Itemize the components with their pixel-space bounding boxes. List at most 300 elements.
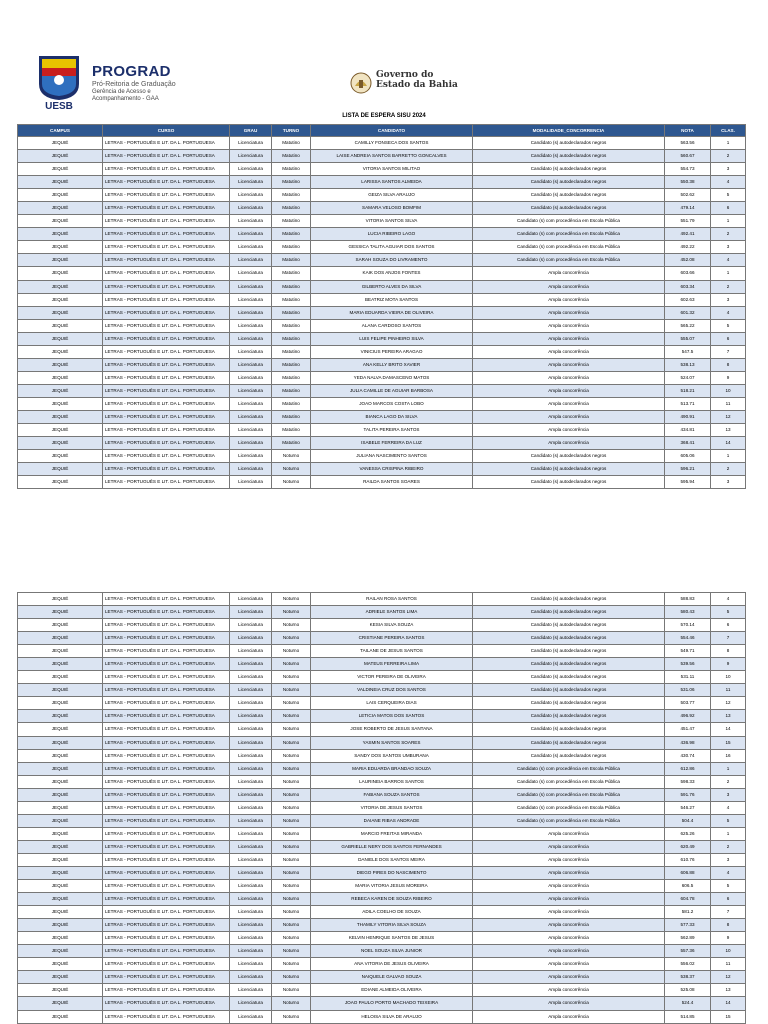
candidato-cell: ANA KELLY BRITO XAVIER — [311, 358, 473, 371]
nota-cell: 612.86 — [665, 762, 711, 775]
campus-cell: JEQUIÉ — [18, 593, 103, 606]
modalidade-cell: Candidato (s) autodeclarados negros — [473, 632, 665, 645]
turno-cell: Noturno — [272, 788, 311, 801]
candidato-cell: LUIS FELIPE PINHEIRO SILVA — [311, 332, 473, 345]
turno-cell: Matutino — [272, 437, 311, 450]
campus-cell: JEQUIÉ — [18, 736, 103, 749]
modalidade-cell: Ampla concorrência — [473, 984, 665, 997]
clas-cell: 2 — [711, 150, 746, 163]
clas-cell: 2 — [711, 228, 746, 241]
grau-cell: Licenciatura — [230, 293, 272, 306]
curso-cell: LETRAS - PORTUGUÊS E LIT. DA L. PORTUGUESA — [103, 788, 230, 801]
clas-cell: 6 — [711, 893, 746, 906]
table-row — [18, 684, 746, 697]
campus-cell: JEQUIÉ — [18, 410, 103, 423]
clas-cell: 3 — [711, 163, 746, 176]
campus-cell: JEQUIÉ — [18, 371, 103, 384]
grau-cell: Licenciatura — [230, 397, 272, 410]
curso-cell: LETRAS - PORTUGUÊS E LIT. DA L. PORTUGUESA — [103, 893, 230, 906]
campus-cell: JEQUIÉ — [18, 658, 103, 671]
turno-cell: Noturno — [272, 775, 311, 788]
table-row — [18, 723, 746, 736]
grau-cell: Licenciatura — [230, 228, 272, 241]
nota-cell: 556.02 — [665, 958, 711, 971]
clas-cell: 1 — [711, 137, 746, 150]
turno-cell: Noturno — [272, 697, 311, 710]
campus-cell: JEQUIÉ — [18, 906, 103, 919]
nota-cell: 492.22 — [665, 241, 711, 254]
nota-cell: 554.73 — [665, 163, 711, 176]
curso-cell: LETRAS - PORTUGUÊS E LIT. DA L. PORTUGUESA — [103, 137, 230, 150]
nota-cell: 549.71 — [665, 645, 711, 658]
clas-cell: 7 — [711, 632, 746, 645]
table-row — [18, 606, 746, 619]
nota-cell: 610.76 — [665, 853, 711, 866]
modalidade-cell: Candidato (s) autodeclarados negros — [473, 463, 665, 476]
modalidade-cell: Candidato (s) autodeclarados negros — [473, 645, 665, 658]
clas-cell: 2 — [711, 463, 746, 476]
curso-cell: LETRAS - PORTUGUÊS E LIT. DA L. PORTUGUESA — [103, 866, 230, 879]
curso-cell: LETRAS - PORTUGUÊS E LIT. DA L. PORTUGUESA — [103, 919, 230, 932]
candidato-cell: KAIK DOS ANJOS FONTES — [311, 267, 473, 280]
clas-cell: 11 — [711, 958, 746, 971]
turno-cell: Noturno — [272, 958, 311, 971]
col-header-modalidade: MODALIDADE_CONCORRENCIA — [473, 125, 665, 137]
candidato-cell: BIANCA LAGO DA SILVA — [311, 410, 473, 423]
clas-cell: 3 — [711, 788, 746, 801]
nota-cell: 595.94 — [665, 476, 711, 489]
col-header-turno: TURNO — [272, 125, 311, 137]
turno-cell: Noturno — [272, 476, 311, 489]
table-row — [18, 384, 746, 397]
clas-cell: 14 — [711, 997, 746, 1010]
grau-cell: Licenciatura — [230, 906, 272, 919]
table-row — [18, 332, 746, 345]
clas-cell: 10 — [711, 945, 746, 958]
curso-cell: LETRAS - PORTUGUÊS E LIT. DA L. PORTUGUESA — [103, 176, 230, 189]
grau-cell: Licenciatura — [230, 840, 272, 853]
grau-cell: Licenciatura — [230, 671, 272, 684]
campus-cell: JEQUIÉ — [18, 853, 103, 866]
candidato-cell: GILBERTO ALVES DA SILVA — [311, 280, 473, 293]
modalidade-cell: Ampla concorrência — [473, 332, 665, 345]
table-row — [18, 424, 746, 437]
curso-cell: LETRAS - PORTUGUÊS E LIT. DA L. PORTUGUESA — [103, 202, 230, 215]
table-row — [18, 215, 746, 228]
turno-cell: Noturno — [272, 645, 311, 658]
nota-cell: 546.27 — [665, 801, 711, 814]
grau-cell: Licenciatura — [230, 762, 272, 775]
curso-cell: LETRAS - PORTUGUÊS E LIT. DA L. PORTUGUESA — [103, 371, 230, 384]
nota-cell: 490.91 — [665, 410, 711, 423]
curso-cell: LETRAS - PORTUGUÊS E LIT. DA L. PORTUGUESA — [103, 476, 230, 489]
candidato-cell: DIEGO PIRES DO NASCIMENTO — [311, 866, 473, 879]
turno-cell: Matutino — [272, 397, 311, 410]
turno-cell: Matutino — [272, 215, 311, 228]
campus-cell: JEQUIÉ — [18, 280, 103, 293]
modalidade-cell: Ampla concorrência — [473, 866, 665, 879]
nota-cell: 560.67 — [665, 150, 711, 163]
turno-cell: Noturno — [272, 827, 311, 840]
col-header-candidato: CANDIDATO — [311, 125, 473, 137]
campus-cell: JEQUIÉ — [18, 801, 103, 814]
table-row — [18, 958, 746, 971]
table-header-row — [18, 125, 746, 137]
table-row — [18, 762, 746, 775]
modalidade-cell: Candidato (s) autodeclarados negros — [473, 749, 665, 762]
nota-cell: 603.66 — [665, 267, 711, 280]
candidato-cell: SARAH SOUZA DO LIVRAMENTO — [311, 254, 473, 267]
campus-cell: JEQUIÉ — [18, 997, 103, 1010]
clas-cell: 2 — [711, 280, 746, 293]
modalidade-cell: Ampla concorrência — [473, 893, 665, 906]
clas-cell: 1 — [711, 827, 746, 840]
campus-cell: JEQUIÉ — [18, 228, 103, 241]
curso-cell: LETRAS - PORTUGUÊS E LIT. DA L. PORTUGUESA — [103, 736, 230, 749]
nota-cell: 557.36 — [665, 945, 711, 958]
table-row — [18, 658, 746, 671]
nota-cell: 551.79 — [665, 215, 711, 228]
grau-cell: Licenciatura — [230, 267, 272, 280]
nota-cell: 538.13 — [665, 358, 711, 371]
clas-cell: 3 — [711, 241, 746, 254]
nota-cell: 550.38 — [665, 176, 711, 189]
turno-cell: Noturno — [272, 723, 311, 736]
turno-cell: Noturno — [272, 945, 311, 958]
grau-cell: Licenciatura — [230, 971, 272, 984]
nota-cell: 451.47 — [665, 723, 711, 736]
nota-cell: 605.06 — [665, 450, 711, 463]
grau-cell: Licenciatura — [230, 410, 272, 423]
modalidade-cell: Candidato (s) com procedência em Escola Pública — [473, 215, 665, 228]
campus-cell: JEQUIÉ — [18, 254, 103, 267]
nota-cell: 434.81 — [665, 424, 711, 437]
turno-cell: Noturno — [272, 997, 311, 1010]
waitlist-table-1 — [17, 124, 746, 489]
modalidade-cell: Candidato (s) autodeclarados negros — [473, 671, 665, 684]
campus-cell: JEQUIÉ — [18, 684, 103, 697]
curso-cell: LETRAS - PORTUGUÊS E LIT. DA L. PORTUGUESA — [103, 906, 230, 919]
candidato-cell: JULIA CAMILLE DE AGUIAR BARBOSA — [311, 384, 473, 397]
nota-cell: 518.21 — [665, 384, 711, 397]
campus-cell: JEQUIÉ — [18, 1010, 103, 1023]
nota-cell: 603.34 — [665, 280, 711, 293]
candidato-cell: ADILA COELHO DE SOUZA — [311, 906, 473, 919]
grau-cell: Licenciatura — [230, 306, 272, 319]
candidato-cell: JOSE ROBERTO DE JESUS SANTANA — [311, 723, 473, 736]
grau-cell: Licenciatura — [230, 332, 272, 345]
modalidade-cell: Ampla concorrência — [473, 880, 665, 893]
candidato-cell: JOAO PAULO PORTO MACHADO TEIXEIRA — [311, 997, 473, 1010]
candidato-cell: GABRIELLE NERY DOS SANTOS FERNANDES — [311, 840, 473, 853]
turno-cell: Matutino — [272, 371, 311, 384]
campus-cell: JEQUIÉ — [18, 762, 103, 775]
candidato-cell: ADRIELE SANTOS LIMA — [311, 606, 473, 619]
page-title: LISTA DE ESPERA SISU 2024 — [342, 113, 426, 119]
nota-cell: 604.78 — [665, 893, 711, 906]
table-row — [18, 919, 746, 932]
campus-cell: JEQUIÉ — [18, 267, 103, 280]
candidato-cell: FABIANA SOUZA SANTOS — [311, 788, 473, 801]
candidato-cell: DANIELE DOS SANTOS MEIRA — [311, 853, 473, 866]
turno-cell: Noturno — [272, 814, 311, 827]
curso-cell: LETRAS - PORTUGUÊS E LIT. DA L. PORTUGUESA — [103, 997, 230, 1010]
modalidade-cell: Ampla concorrência — [473, 371, 665, 384]
table-row — [18, 345, 746, 358]
candidato-cell: ISABELE FERREIRA DA LUZ — [311, 437, 473, 450]
turno-cell: Noturno — [272, 932, 311, 945]
turno-cell: Noturno — [272, 684, 311, 697]
nota-cell: 524.07 — [665, 371, 711, 384]
uesb-logo-icon — [30, 54, 88, 110]
campus-cell: JEQUIÉ — [18, 463, 103, 476]
grau-cell: Licenciatura — [230, 697, 272, 710]
candidato-cell: HELOISA SILVA DE ARAUJO — [311, 1010, 473, 1023]
turno-cell: Noturno — [272, 463, 311, 476]
table-row — [18, 254, 746, 267]
campus-cell: JEQUIÉ — [18, 450, 103, 463]
grau-cell: Licenciatura — [230, 749, 272, 762]
prograd-name: PROGRAD — [92, 63, 171, 80]
table-row — [18, 736, 746, 749]
candidato-cell: VITORIA SANTOS MILITAO — [311, 163, 473, 176]
clas-cell: 5 — [711, 189, 746, 202]
candidato-cell: LUCIA RIBEIRO LAGO — [311, 228, 473, 241]
turno-cell: Matutino — [272, 254, 311, 267]
campus-cell: JEQUIÉ — [18, 424, 103, 437]
nota-cell: 562.89 — [665, 932, 711, 945]
modalidade-cell: Candidato (s) autodeclarados negros — [473, 606, 665, 619]
nota-cell: 436.98 — [665, 736, 711, 749]
modalidade-cell: Candidato (s) autodeclarados negros — [473, 189, 665, 202]
grau-cell: Licenciatura — [230, 684, 272, 697]
clas-cell: 15 — [711, 1010, 746, 1023]
grau-cell: Licenciatura — [230, 710, 272, 723]
modalidade-cell: Ampla concorrência — [473, 424, 665, 437]
turno-cell: Noturno — [272, 893, 311, 906]
campus-cell: JEQUIÉ — [18, 241, 103, 254]
clas-cell: 14 — [711, 723, 746, 736]
curso-cell: LETRAS - PORTUGUÊS E LIT. DA L. PORTUGUESA — [103, 319, 230, 332]
curso-cell: LETRAS - PORTUGUÊS E LIT. DA L. PORTUGUESA — [103, 189, 230, 202]
modalidade-cell: Candidato (s) com procedência em Escola Pública — [473, 228, 665, 241]
turno-cell: Matutino — [272, 176, 311, 189]
curso-cell: LETRAS - PORTUGUÊS E LIT. DA L. PORTUGUESA — [103, 749, 230, 762]
clas-cell: 1 — [711, 450, 746, 463]
nota-cell: 524.4 — [665, 997, 711, 1010]
campus-cell: JEQUIÉ — [18, 710, 103, 723]
curso-cell: LETRAS - PORTUGUÊS E LIT. DA L. PORTUGUESA — [103, 358, 230, 371]
curso-cell: LETRAS - PORTUGUÊS E LIT. DA L. PORTUGUESA — [103, 697, 230, 710]
turno-cell: Matutino — [272, 202, 311, 215]
modalidade-cell: Ampla concorrência — [473, 997, 665, 1010]
candidato-cell: LETICIA MATOS DOS SANTOS — [311, 710, 473, 723]
turno-cell: Matutino — [272, 332, 311, 345]
turno-cell: Matutino — [272, 424, 311, 437]
clas-cell: 4 — [711, 306, 746, 319]
nota-cell: 525.08 — [665, 984, 711, 997]
campus-cell: JEQUIÉ — [18, 358, 103, 371]
waitlist-table-2 — [17, 592, 746, 1024]
nota-cell: 591.76 — [665, 788, 711, 801]
modalidade-cell: Candidato (s) com procedência em Escola Pública — [473, 788, 665, 801]
table-row — [18, 319, 746, 332]
grau-cell: Licenciatura — [230, 254, 272, 267]
turno-cell: Noturno — [272, 1010, 311, 1023]
campus-cell: JEQUIÉ — [18, 189, 103, 202]
campus-cell: JEQUIÉ — [18, 723, 103, 736]
modalidade-cell: Candidato (s) autodeclarados negros — [473, 202, 665, 215]
curso-cell: LETRAS - PORTUGUÊS E LIT. DA L. PORTUGUESA — [103, 762, 230, 775]
clas-cell: 1 — [711, 267, 746, 280]
col-header-grau: GRAU — [230, 125, 272, 137]
grau-cell: Licenciatura — [230, 880, 272, 893]
curso-cell: LETRAS - PORTUGUÊS E LIT. DA L. PORTUGUESA — [103, 853, 230, 866]
table-row — [18, 189, 746, 202]
turno-cell: Matutino — [272, 345, 311, 358]
campus-cell: JEQUIÉ — [18, 919, 103, 932]
modalidade-cell: Ampla concorrência — [473, 293, 665, 306]
modalidade-cell: Ampla concorrência — [473, 345, 665, 358]
candidato-cell: MARIA VITORIA JESUS MOREIRA — [311, 880, 473, 893]
curso-cell: LETRAS - PORTUGUÊS E LIT. DA L. PORTUGUESA — [103, 932, 230, 945]
table-row — [18, 971, 746, 984]
candidato-cell: CAMILLY FONSECA DOS SANTOS — [311, 137, 473, 150]
turno-cell: Matutino — [272, 293, 311, 306]
table-row — [18, 397, 746, 410]
curso-cell: LETRAS - PORTUGUÊS E LIT. DA L. PORTUGUESA — [103, 215, 230, 228]
grau-cell: Licenciatura — [230, 137, 272, 150]
candidato-cell: DAIANE RIBAS ANDRADE — [311, 814, 473, 827]
curso-cell: LETRAS - PORTUGUÊS E LIT. DA L. PORTUGUESA — [103, 1010, 230, 1023]
table-row — [18, 632, 746, 645]
nota-cell: 539.56 — [665, 658, 711, 671]
curso-cell: LETRAS - PORTUGUÊS E LIT. DA L. PORTUGUESA — [103, 958, 230, 971]
candidato-cell: NAIQUELE GALVAO SOUZA — [311, 971, 473, 984]
curso-cell: LETRAS - PORTUGUÊS E LIT. DA L. PORTUGUESA — [103, 971, 230, 984]
nota-cell: 554.46 — [665, 632, 711, 645]
curso-cell: LETRAS - PORTUGUÊS E LIT. DA L. PORTUGUESA — [103, 775, 230, 788]
nota-cell: 538.37 — [665, 971, 711, 984]
table-row — [18, 853, 746, 866]
clas-cell: 4 — [711, 801, 746, 814]
turno-cell: Matutino — [272, 267, 311, 280]
table-row — [18, 202, 746, 215]
clas-cell: 12 — [711, 697, 746, 710]
candidato-cell: NOEL SOUZA SILVA JUNIOR — [311, 945, 473, 958]
grau-cell: Licenciatura — [230, 827, 272, 840]
modalidade-cell: Candidato (s) autodeclarados negros — [473, 476, 665, 489]
curso-cell: LETRAS - PORTUGUÊS E LIT. DA L. PORTUGUESA — [103, 684, 230, 697]
grau-cell: Licenciatura — [230, 723, 272, 736]
table-row — [18, 306, 746, 319]
modalidade-cell: Ampla concorrência — [473, 410, 665, 423]
nota-cell: 503.77 — [665, 697, 711, 710]
col-header-curso: CURSO — [103, 125, 230, 137]
candidato-cell: SAMARA VELOSO BOMFIM — [311, 202, 473, 215]
grau-cell: Licenciatura — [230, 893, 272, 906]
curso-cell: LETRAS - PORTUGUÊS E LIT. DA L. PORTUGUESA — [103, 606, 230, 619]
grau-cell: Licenciatura — [230, 736, 272, 749]
page-header — [0, 50, 768, 112]
table-row — [18, 163, 746, 176]
candidato-cell: LAISE ANDREIA SANTOS BARRETTO GONCALVES — [311, 150, 473, 163]
candidato-cell: MARCIO FREITAS MIRANDA — [311, 827, 473, 840]
nota-cell: 598.33 — [665, 775, 711, 788]
table-row — [18, 619, 746, 632]
campus-cell: JEQUIÉ — [18, 306, 103, 319]
turno-cell: Noturno — [272, 736, 311, 749]
turno-cell: Noturno — [272, 450, 311, 463]
col-header-nota: NOTA — [665, 125, 711, 137]
turno-cell: Noturno — [272, 971, 311, 984]
clas-cell: 6 — [711, 619, 746, 632]
nota-cell: 565.22 — [665, 319, 711, 332]
grau-cell: Licenciatura — [230, 463, 272, 476]
nota-cell: 547.5 — [665, 345, 711, 358]
curso-cell: LETRAS - PORTUGUÊS E LIT. DA L. PORTUGUESA — [103, 671, 230, 684]
grau-cell: Licenciatura — [230, 437, 272, 450]
clas-cell: 9 — [711, 658, 746, 671]
curso-cell: LETRAS - PORTUGUÊS E LIT. DA L. PORTUGUESA — [103, 254, 230, 267]
clas-cell: 11 — [711, 397, 746, 410]
candidato-cell: LAIS CERQUEIRA DIAS — [311, 697, 473, 710]
campus-cell: JEQUIÉ — [18, 697, 103, 710]
curso-cell: LETRAS - PORTUGUÊS E LIT. DA L. PORTUGUESA — [103, 619, 230, 632]
turno-cell: Matutino — [272, 358, 311, 371]
grau-cell: Licenciatura — [230, 371, 272, 384]
curso-cell: LETRAS - PORTUGUÊS E LIT. DA L. PORTUGUESA — [103, 228, 230, 241]
campus-cell: JEQUIÉ — [18, 293, 103, 306]
nota-cell: 555.07 — [665, 332, 711, 345]
turno-cell: Matutino — [272, 384, 311, 397]
campus-cell: JEQUIÉ — [18, 749, 103, 762]
modalidade-cell: Ampla concorrência — [473, 932, 665, 945]
col-header-campus: CAMPUS — [18, 125, 103, 137]
turno-cell: Matutino — [272, 189, 311, 202]
modalidade-cell: Ampla concorrência — [473, 958, 665, 971]
campus-cell: JEQUIÉ — [18, 476, 103, 489]
grau-cell: Licenciatura — [230, 945, 272, 958]
curso-cell: LETRAS - PORTUGUÊS E LIT. DA L. PORTUGUESA — [103, 280, 230, 293]
nota-cell: 452.08 — [665, 254, 711, 267]
campus-cell: JEQUIÉ — [18, 332, 103, 345]
clas-cell: 4 — [711, 254, 746, 267]
candidato-cell: SANDY DOS SANTOS UMBURANA — [311, 749, 473, 762]
gerencia-line-2: Acompanhamento - GAA — [92, 96, 159, 102]
candidato-cell: CRISTIANE PEREIRA SANTOS — [311, 632, 473, 645]
clas-cell: 4 — [711, 593, 746, 606]
table-row — [18, 293, 746, 306]
grau-cell: Licenciatura — [230, 424, 272, 437]
candidato-cell: THAMILY VITORIA SILVA SOUZA — [311, 919, 473, 932]
grau-cell: Licenciatura — [230, 997, 272, 1010]
turno-cell: Matutino — [272, 306, 311, 319]
curso-cell: LETRAS - PORTUGUÊS E LIT. DA L. PORTUGUESA — [103, 840, 230, 853]
campus-cell: JEQUIÉ — [18, 827, 103, 840]
modalidade-cell: Candidato (s) com procedência em Escola Pública — [473, 775, 665, 788]
curso-cell: LETRAS - PORTUGUÊS E LIT. DA L. PORTUGUESA — [103, 945, 230, 958]
turno-cell: Matutino — [272, 410, 311, 423]
nota-cell: 602.63 — [665, 293, 711, 306]
prograd-subtitle: Pró-Reitoria de Graduação — [92, 81, 176, 88]
campus-cell: JEQUIÉ — [18, 880, 103, 893]
campus-cell: JEQUIÉ — [18, 866, 103, 879]
grau-cell: Licenciatura — [230, 619, 272, 632]
campus-cell: JEQUIÉ — [18, 345, 103, 358]
table-row — [18, 880, 746, 893]
clas-cell: 9 — [711, 371, 746, 384]
